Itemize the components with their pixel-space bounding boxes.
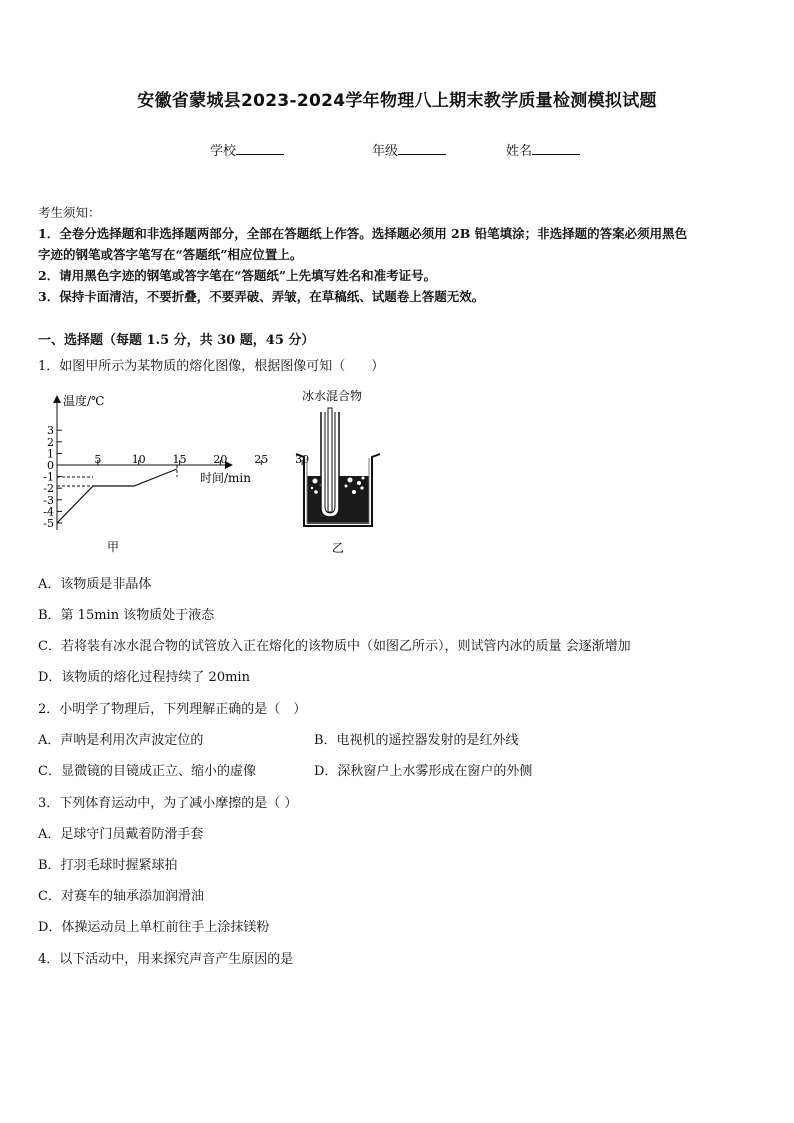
q2-option-a[interactable]: A．声呐是利用次声波定位的 xyxy=(38,733,204,748)
x-tick-label: 25 xyxy=(254,453,269,466)
q3-option-c[interactable]: C．对赛车的轴承添加润滑油 xyxy=(38,889,204,904)
name-blank[interactable] xyxy=(532,142,580,155)
y-tick-label: -3 xyxy=(43,493,54,507)
x-tick-label: 30 xyxy=(295,453,310,466)
grade-label: 年级 xyxy=(372,144,399,159)
notice-heading: 考生须知： xyxy=(38,205,101,220)
q4-stem: 4．以下活动中，用来探究声音产生原因的是 xyxy=(38,952,294,967)
graph-caption: 甲 xyxy=(107,540,120,554)
notice-line-3: 2．请用黑色字迹的钢笔或答字笔在“答题纸”上先填写姓名和准考证号。 xyxy=(38,268,437,283)
grade-blank[interactable] xyxy=(398,142,446,155)
q1-option-c[interactable]: C．若将装有冰水混合物的试管放入正在熔化的该物质中（如图乙所示），则试管内冰的质量 会逐渐增加 xyxy=(38,639,631,654)
y-tick-label: 2 xyxy=(47,435,54,449)
x-ticks xyxy=(94,453,309,466)
beaker-figure xyxy=(288,384,398,556)
x-tick-label: 10 xyxy=(131,453,146,466)
x-tick-label: 5 xyxy=(94,453,102,466)
section-heading: 一、选择题（每题 1.5 分，共 30 题，45 分） xyxy=(38,333,315,348)
q1-option-a[interactable]: A．该物质是非晶体 xyxy=(38,577,152,592)
y-tick-label: -4 xyxy=(43,505,54,519)
grade-field[interactable] xyxy=(372,140,446,159)
name-field[interactable] xyxy=(506,140,580,159)
notice-line-4: 3．保持卡面清洁，不要折叠，不要弄破、弄皱，在草稿纸、试题卷上答题无效。 xyxy=(38,289,485,304)
beaker-label: 冰水混合物 xyxy=(302,389,363,403)
q3-option-a[interactable]: A．足球守门员戴着防滑手套 xyxy=(38,827,204,842)
q1-option-d[interactable]: D．该物质的熔化过程持续了 20min xyxy=(38,670,250,685)
y-tick-label: -5 xyxy=(43,517,54,530)
x-tick-label: 20 xyxy=(213,453,228,466)
y-axis-label: 温度/℃ xyxy=(63,394,105,408)
q3-option-d[interactable]: D．体操运动员上单杠前往手上涂抹镁粉 xyxy=(38,920,270,935)
y-tick-label: 3 xyxy=(47,424,54,438)
q3-stem: 3．下列体育运动中，为了减小摩擦的是（ ） xyxy=(38,796,298,811)
y-tick-label: 0 xyxy=(47,459,54,472)
x-axis-label: 时间/min xyxy=(200,471,251,485)
school-label: 学校 xyxy=(210,144,237,159)
melting-graph xyxy=(36,390,310,560)
q2-stem: 2．小明学了物理后，下列理解正确的是（ ） xyxy=(38,702,307,717)
y-tick-label: -2 xyxy=(43,482,54,496)
q2-option-c[interactable]: C．显微镜的目镜成正立、缩小的虚像 xyxy=(38,764,256,779)
x-tick-label: 15 xyxy=(172,453,187,466)
q1-stem: 1．如图甲所示为某物质的熔化图像，根据图像可知（ ） xyxy=(38,359,385,374)
school-field[interactable] xyxy=(210,140,284,159)
q2-option-d[interactable]: D．深秋窗户上水雾形成在窗户的外侧 xyxy=(314,764,533,779)
q3-option-b[interactable]: B．打羽毛球时握紧球拍 xyxy=(38,858,178,873)
page-title: 安徽省蒙城县2023-2024学年物理八上期末教学质量检测模拟试题 xyxy=(137,91,657,111)
y-tick-label: -1 xyxy=(43,470,54,484)
name-label: 姓名 xyxy=(506,144,533,159)
notice-line-2: 字迹的钢笔或答字笔写在“答题纸”相应位置上。 xyxy=(38,247,303,262)
beaker-caption: 乙 xyxy=(332,541,345,555)
thermometer xyxy=(328,408,332,512)
school-blank[interactable] xyxy=(236,142,284,155)
q1-option-b[interactable]: B．第 15min 该物质处于液态 xyxy=(38,608,215,623)
y-tick-label: 1 xyxy=(47,447,54,461)
notice-line-1: 1．全卷分选择题和非选择题两部分，全部在答题纸上作答。选择题必须用 2B 铅笔填涂；非选择题的答案必须用黑色 xyxy=(38,226,688,241)
q2-option-b[interactable]: B．电视机的遥控器发射的是红外线 xyxy=(314,733,519,748)
